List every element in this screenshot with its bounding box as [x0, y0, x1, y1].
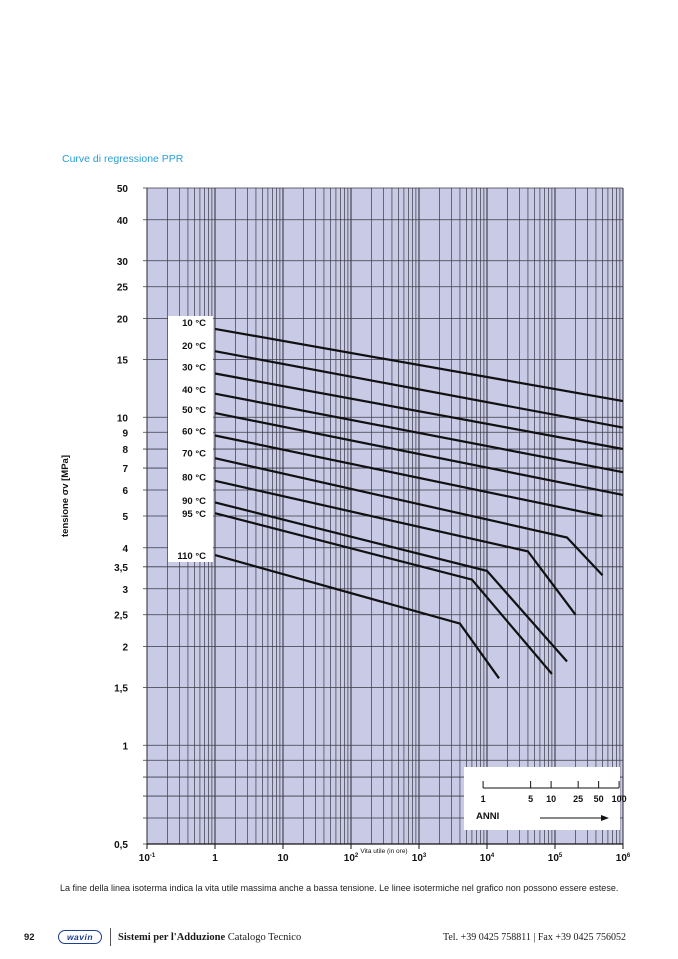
- years-tick-label: 1: [480, 794, 486, 804]
- series-label: 90 °C: [182, 495, 206, 507]
- series-label: 40 °C: [182, 384, 206, 396]
- chart-caption: La fine della linea isoterma indica la vita utile massima anche a bassa tensione. Le linee isotermiche nel grafico non possono essere estese.: [60, 883, 619, 893]
- y-tick-label: 3,5: [114, 562, 128, 574]
- x-tick-label: 10: [277, 853, 289, 864]
- x-axis-label: Vita utile (in ore): [360, 848, 408, 855]
- x-tick-label: $10^2$: [343, 853, 359, 864]
- series-label: 110 °C: [177, 551, 206, 563]
- y-tick-label: 25: [116, 282, 128, 294]
- catalog-title-regular: Catalogo Tecnico: [225, 932, 302, 943]
- y-tick-label: 2,5: [114, 610, 128, 622]
- years-unit-label: ANNI: [476, 811, 500, 822]
- y-tick-label: 10: [116, 413, 128, 425]
- years-tick-label: 5: [528, 794, 534, 804]
- series-label: 20 °C: [182, 341, 206, 353]
- footer-divider: [110, 928, 111, 946]
- y-tick-label: 30: [116, 256, 128, 268]
- page-number: 92: [24, 932, 35, 943]
- y-tick-label: 0,5: [114, 840, 128, 851]
- y-tick-label: 1,5: [114, 683, 128, 695]
- y-tick-label: 40: [116, 215, 128, 227]
- x-tick-label: $10^4$: [479, 853, 495, 864]
- series-label: 50 °C: [182, 404, 206, 416]
- y-tick-label: 6: [122, 486, 128, 498]
- series-label: 30 °C: [182, 362, 206, 374]
- x-tick-label: $10^5$: [547, 853, 563, 864]
- y-tick-label: 7: [122, 464, 128, 476]
- contact-info: Tel. +39 0425 758811 | Fax +39 0425 756052: [442, 932, 626, 943]
- series-label: 10 °C: [182, 318, 206, 330]
- series-label: 95 °C: [182, 509, 206, 521]
- series-label: 70 °C: [182, 448, 206, 460]
- catalog-title: [118, 932, 301, 943]
- years-tick-label: 50: [593, 794, 604, 804]
- y-tick-label: 4: [122, 543, 128, 555]
- x-tick-label: $10^6$: [615, 853, 631, 864]
- page-footer: [0, 928, 678, 948]
- y-tick-label: 2: [122, 642, 128, 654]
- series-label: 80 °C: [182, 472, 206, 484]
- y-tick-label: 5: [122, 512, 128, 523]
- series-label-box: [168, 316, 213, 562]
- years-tick-label: 10: [546, 794, 557, 804]
- x-tick-label: $10^3$: [411, 853, 427, 864]
- x-tick-label: 1: [212, 853, 218, 864]
- years-tick-label: 25: [573, 794, 584, 804]
- y-tick-label: 15: [116, 355, 128, 367]
- y-axis-label: tensione σv [MPa]: [60, 455, 71, 537]
- chart-title: Curve di regressione PPR: [62, 153, 184, 165]
- y-tick-label: 20: [116, 314, 128, 326]
- y-tick-label: 50: [116, 184, 128, 195]
- x-tick-label: $10^{-1}$: [138, 853, 156, 864]
- y-tick-label: 1: [122, 741, 128, 753]
- wavin-logo: wavin: [58, 930, 102, 944]
- y-tick-label: 8: [122, 445, 128, 457]
- y-tick-label: 9: [122, 428, 128, 440]
- y-tick-label: 3: [122, 584, 128, 596]
- series-label: 60 °C: [182, 426, 206, 438]
- catalog-title-bold: Sistemi per l'Adduzione: [118, 932, 226, 943]
- years-tick-label: 100: [611, 794, 627, 804]
